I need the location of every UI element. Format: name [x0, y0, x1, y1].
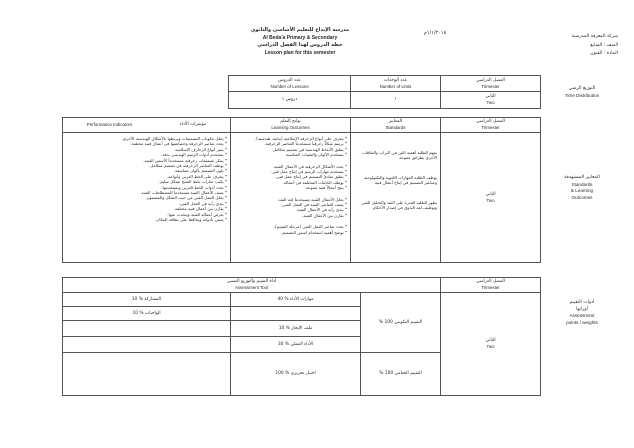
- assessment-empty-cell: [231, 307, 361, 321]
- standard-item: [354, 200, 437, 211]
- indicator-line: * يعرض أعماله الفنية ويتحدث عنها.: [167, 211, 227, 217]
- header-trimester-en: Trimester: [481, 285, 500, 290]
- indicators-list: [66, 136, 227, 223]
- outcome-line: * يوظف الخامات المختلفة في أعماله.: [282, 179, 347, 185]
- side-label-line: Standards: [571, 181, 593, 187]
- indicator-line: * يحدد عناصر الزخرفة وخصائصها في أعمال فنية مختلفة.: [130, 141, 227, 147]
- header-trimester-ar: الفصل الدراسي: [476, 119, 505, 125]
- outcome-line: * يتعرف على أنواع الزخرفة الإسلامية (نباتية، هندسية).: [254, 136, 347, 141]
- header-lessons-en: Number of Lessons: [270, 83, 309, 89]
- indicator-line: * يصف الأعمال الفنية مستخدماً المصطلحات الفنية.: [140, 190, 227, 196]
- indicator-line: * يحلل مكونات التصميمات ويربطها بالأشكال الهندسية الأخرى.: [121, 136, 227, 141]
- trimester-en: Two: [486, 100, 495, 105]
- header-trimester-ar: الفصل الدراسي: [476, 279, 505, 285]
- outcomes-cell: [231, 133, 351, 263]
- outcome-line: * يستخدم الألوان والتقنيات المناسبة.: [284, 152, 347, 158]
- outcomes-block: [234, 136, 347, 158]
- outcome-line: * يستخدم مهارات الرسم في إنتاج عمل فني.: [270, 169, 347, 175]
- header-units-en: Number of Units: [379, 83, 412, 89]
- plan-title-arabic: خطة الدروس لهذا الفصل الدراسي: [257, 42, 343, 49]
- info-line: المادة : الفنون: [590, 51, 618, 56]
- standard-line: وعناصر التصميم في إنتاج أعمال فنية: [374, 180, 437, 186]
- assessment-weight-cell: المشاركة % 10: [63, 293, 231, 307]
- document-date: ١/١/٢٠١٨م: [423, 30, 447, 36]
- standard-item: [354, 150, 437, 161]
- standards-table: [62, 117, 541, 263]
- outcomes-block: [234, 164, 347, 191]
- trimester-en: Two: [486, 197, 495, 203]
- side-label-line: & Learning: [570, 188, 594, 194]
- side-label-line: points / weights: [566, 319, 598, 325]
- assessment-weight-cell: اختبار تحريري % 100: [231, 353, 361, 396]
- assessment-weight-cell: الأداء العملي % 30: [231, 337, 361, 353]
- assessment-label: [543, 300, 621, 326]
- header-info: [540, 33, 618, 59]
- side-label-line: أدوات التقييم: [569, 300, 595, 305]
- header-outcomes: [231, 118, 351, 133]
- header-outcomes-ar: نواتج التعلم: [280, 119, 301, 125]
- indicators-cell: [63, 133, 231, 263]
- indicator-line: * يبدي رأيه في العمل الفني.: [178, 200, 227, 206]
- units-count: ١: [351, 92, 441, 109]
- header-indicators-ar: مؤشرات الأداء: [179, 122, 207, 128]
- trimester-value: [441, 293, 541, 396]
- school-name-english: Al Beda'a Primary & Secondary: [262, 34, 338, 41]
- standard-line: يطور الطلبة القدرة على النقد والتحليل الفني: [361, 199, 437, 205]
- formative-assessment: التقييم التكويني 100 %: [361, 293, 441, 353]
- header-standards-ar: المعايير: [388, 119, 403, 125]
- header-units-ar: عدد الوحدات: [383, 77, 408, 83]
- side-label-line: Outcomes: [571, 194, 593, 200]
- assessment-weight-cell: الواجبات % 10: [63, 307, 231, 321]
- header-indicators-en: Performance Indicators: [86, 122, 133, 128]
- indicator-line: * يعتني بأدواته ويحافظ على نظافة المكان.: [154, 217, 227, 223]
- header-trimester: [441, 278, 541, 293]
- trimester-ar: الثاني: [485, 191, 496, 197]
- side-label-line: المعايير المستهدفة: [564, 175, 600, 180]
- indicator-line: * يحلل العمل الفني من حيث الشكل والمضمون.: [145, 195, 227, 201]
- outcomes-block: [234, 197, 347, 219]
- standards-label: [543, 175, 621, 201]
- header-trimester: [441, 118, 541, 133]
- header-trimester: [441, 76, 541, 92]
- assessment-empty-cell: [63, 337, 231, 353]
- side-label-line: أوزانها: [576, 306, 588, 312]
- header-trimester-en: Trimester: [481, 83, 500, 89]
- outcome-line: * يحلل الأعمال الفنية مستخدماً لغة النقد.: [277, 196, 347, 202]
- outcome-line: * يصف العناصر الفنية في العمل الفني.: [280, 202, 347, 208]
- assessment-empty-cell: [63, 353, 231, 396]
- outcome-line: * يحدد عناصر العمل الفني (مرحلة التقييم).: [273, 224, 347, 230]
- school-name-arabic: مدرسة الإبداع للتعليم الأساسي والثانوي: [250, 27, 350, 33]
- indicator-line: * يميز أنواع الزخارف الإسلامية.: [173, 146, 227, 152]
- outcome-line: * يبدي رأيه في الأعمال الفنية.: [295, 207, 347, 213]
- standard-line: يفهم الطلبة أهمية الفن في التراث والثقافات: [361, 150, 437, 155]
- standards-cell: [351, 133, 441, 263]
- standard-item: [354, 175, 437, 186]
- outcome-line: * يوضح أهمية استخدام أسس التصميم.: [281, 229, 347, 235]
- standard-line: يوظف الطلبة المهارات اللغوية والتكنولوجية: [363, 174, 437, 180]
- indicator-line: * يبتكر تصميمات زخرفية مستخدماً الأسس الفنية.: [143, 157, 227, 163]
- header-lessons-ar: عدد الدروس: [278, 77, 301, 83]
- info-line: شركة المعرفة المدرسية: [571, 34, 618, 39]
- indicator-line: * يحدد أدوات الخط العربي ويستخدمها.: [161, 184, 227, 190]
- plan-title-english: Lesson plan for this semester: [264, 49, 336, 56]
- indicator-line: * يتعرف على الخط العربي وأنواعه.: [166, 173, 227, 179]
- indicator-line: * يقارن بين أعمال فنية مختلفة.: [173, 206, 227, 212]
- outcome-line: * ينتج أعمالاً فنية متنوعة.: [304, 185, 347, 191]
- trimester-value: [441, 92, 541, 109]
- header-standards-en: Standards: [385, 125, 406, 130]
- assessment-weight-cell: ملف الإنجاز % 10: [231, 321, 361, 337]
- header-indicators: [63, 118, 231, 133]
- header-units: [351, 76, 441, 92]
- standard-line: الأخرى بطرائق متنوعة: [399, 155, 437, 161]
- time-distribution-table: [228, 75, 541, 109]
- info-line: الصف : السابع: [590, 42, 618, 48]
- header-trimester-en: Trimester: [481, 125, 500, 130]
- indicator-line: * يلون التصميم بألوان متناسقة.: [173, 168, 227, 174]
- indicator-line: * يكتب عبارات بخط النسخ بشكل سليم.: [158, 179, 227, 185]
- header-assessment-tool: [63, 278, 441, 293]
- header-trimester-ar: الفصل الدراسي: [476, 77, 505, 83]
- outcome-line: * يطبق مبادئ التصميم في إنتاج عمل فني.: [274, 174, 347, 180]
- standard-line: وتوظيف لغة التذوق في إصدار الأحكام: [372, 205, 437, 211]
- outcomes-block: [234, 224, 347, 235]
- indicator-line: * يستخدم أدوات الرسم الهندسي بدقة.: [161, 152, 227, 158]
- lessons-count: دروس ١: [229, 92, 351, 109]
- header-lessons: [229, 76, 351, 92]
- trimester-value: [441, 133, 541, 263]
- indicator-line: * يوظف العناصر الزخرفية في تصميم متكامل.: [149, 163, 227, 169]
- header-standards: [351, 118, 441, 133]
- side-label-line: Assessment: [569, 313, 595, 319]
- outcome-line: * يحدد الأشكال الزخرفية في الأعمال الفنية.: [272, 163, 347, 169]
- document-title-block: [235, 27, 365, 57]
- trimester-en: Two: [486, 344, 495, 349]
- trimester-ar: الثاني: [485, 94, 496, 100]
- outcome-line: * يطبق الأنماط الهندسية في تصميم متكامل.: [271, 146, 347, 152]
- header-tool-ar: أداة التقييم والتوزيع النسبي: [226, 279, 277, 285]
- side-label-arabic: التوزيع الزمني: [568, 86, 596, 91]
- outcome-line: * يقارن بين الأعمال الفنية.: [301, 212, 347, 218]
- assessment-empty-cell: [63, 321, 231, 337]
- side-label-english: Time Distribution: [564, 92, 600, 98]
- header-outcomes-en: Learning Outcomes: [271, 125, 310, 130]
- assessment-table: [62, 277, 541, 396]
- summative-assessment: التقييم الختامي 100 %: [361, 353, 441, 396]
- time-distribution-label: [543, 86, 621, 99]
- trimester-ar: الثاني: [485, 338, 496, 344]
- header-tool-en: Assessment Tool: [234, 285, 269, 290]
- outcome-line: * يرسم شكلاً زخرفياً مستخدماً العناصر الزخرفية.: [264, 141, 347, 147]
- assessment-weight-cell: مهارات الأداء % 40: [231, 293, 361, 307]
